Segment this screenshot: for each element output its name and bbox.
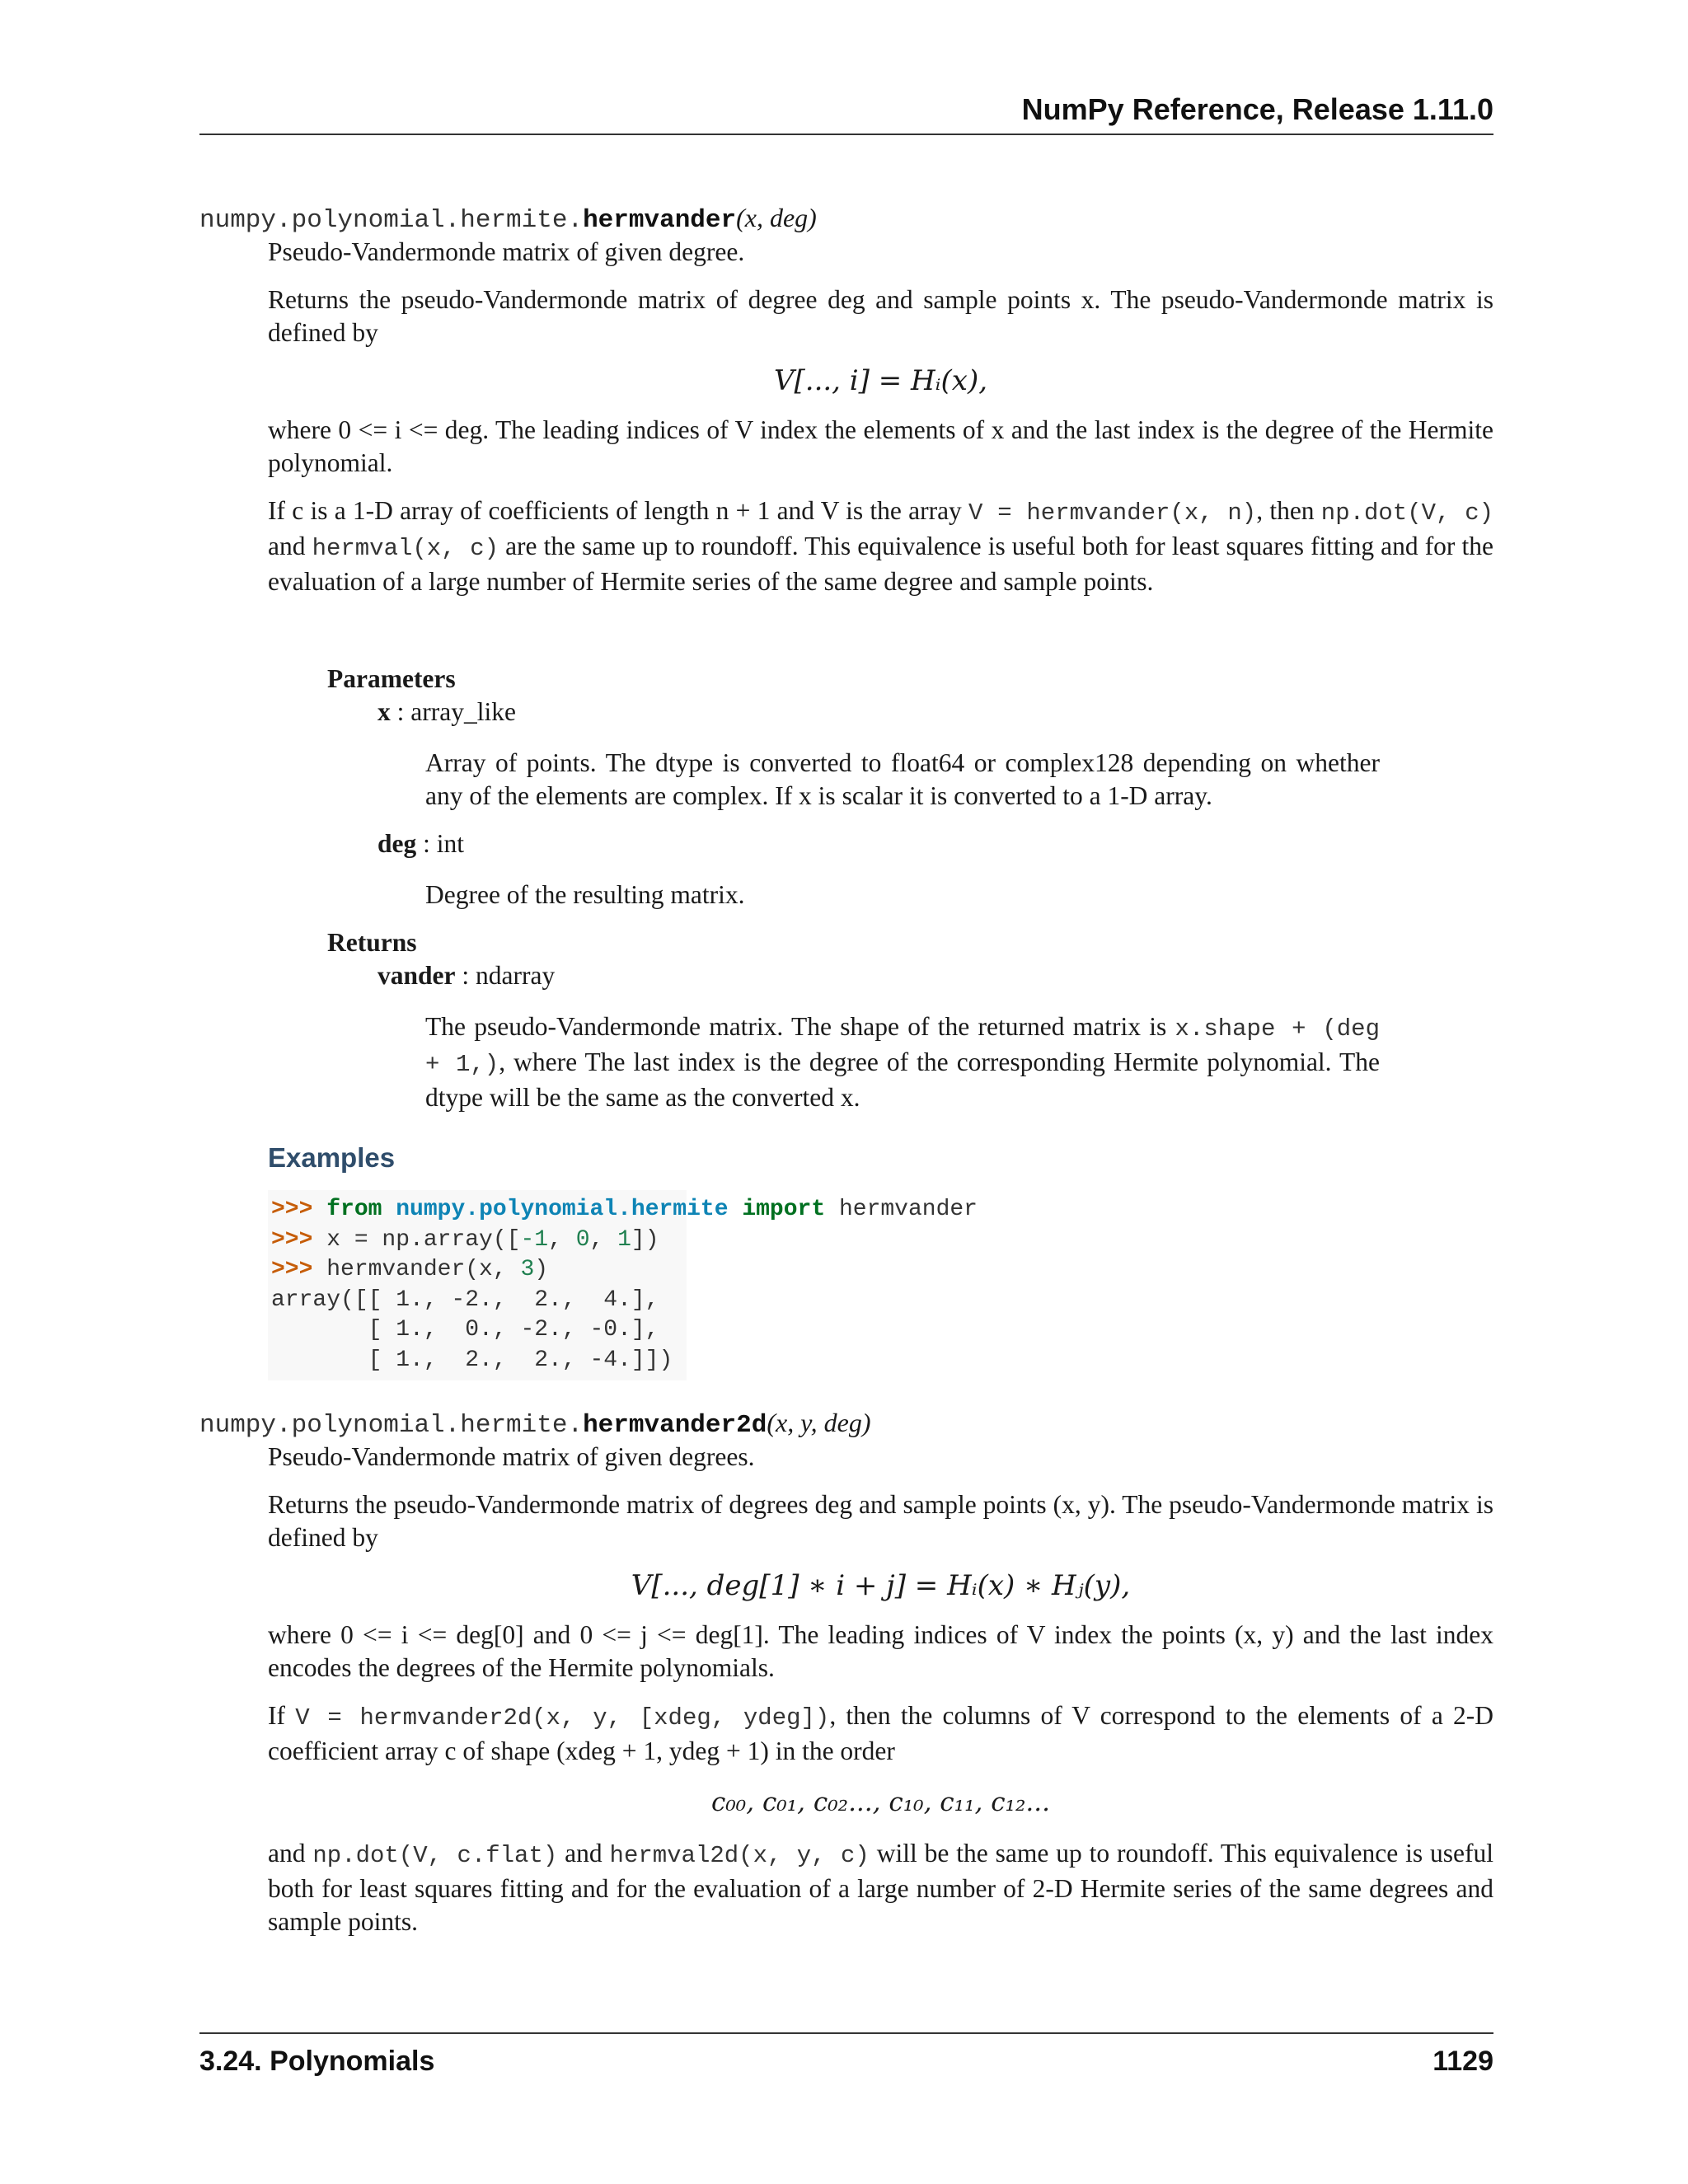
page-footer — [199, 2032, 1493, 2083]
param-deg — [377, 829, 464, 859]
func1-desc2: where 0 <= i <= deg. The leading indices of V index the elements of x and the last index is the degree of the Hermite polynomial. — [268, 415, 1493, 477]
func1-args: (x, deg) — [736, 203, 817, 232]
func2-desc3-text-b: , then the columns of V correspond to the elements of a 2-D coefficient array c of shape (xdeg + 1, ydeg + 1) in the order — [268, 1701, 1493, 1765]
page-header — [199, 91, 1493, 135]
code-text: hermvander(x, — [326, 1257, 521, 1282]
param-x-desc: Array of points. The dtype is converted to float64 or complex128 depending on whether any of the elements are complex. If x is scalar it is converted to a 1-D array. — [425, 748, 1380, 810]
return-desc — [425, 1010, 1380, 1114]
func2-desc1: Returns the pseudo-Vandermonde matrix of degrees deg and sample points (x, y). The pseudo-Vandermonde matrix is defined by — [268, 1490, 1493, 1552]
code-prompt: >>> — [271, 1226, 327, 1253]
func1-name: hermvander — [583, 206, 737, 235]
param-deg-desc: Degree of the resulting matrix. — [425, 880, 745, 909]
code-prompt: >>> — [271, 1257, 327, 1282]
func2-desc4-code2: hermval2d(x, y, c) — [609, 1842, 870, 1869]
code-output-line: array([[ 1., -2., 2., 4.], — [271, 1286, 659, 1313]
examples-heading: Examples — [268, 1142, 396, 1173]
parameters-label: Parameters — [327, 664, 456, 693]
code-number: 0 — [575, 1226, 590, 1253]
code-keyword-import: import — [742, 1197, 826, 1222]
return-vander — [377, 961, 555, 991]
code-number: 1 — [617, 1226, 631, 1253]
func1-desc3-text-b: , then — [1256, 496, 1321, 525]
param-x-name: x — [377, 697, 391, 726]
func1-desc3-text-a: If c is a 1-D array of coefficients of length n + 1 and V is the array — [268, 496, 969, 525]
example-code-block — [268, 1190, 978, 1380]
func2-summary: Pseudo-Vandermonde matrix of given degrees. — [268, 1442, 755, 1471]
func2-desc4-text-c: will be the same up to roundoff. This equivalence is useful both for least squares fitting and for the evaluation of a large number of 2-D Hermite series of the same degrees and sample points. — [268, 1839, 1493, 1936]
return-desc-code: x.shape + (deg + 1,) — [425, 1015, 1380, 1078]
func2-name: hermvander2d — [583, 1411, 767, 1440]
func2-formula2: c₀₀, c₀₁, c₀₂..., c₁₀, c₁₁, c₁₂... — [711, 1788, 1050, 1817]
func1-summary: Pseudo-Vandermonde matrix of given degree. — [268, 237, 745, 266]
footer-page-number: 1129 — [1432, 2046, 1493, 2077]
code-output-line: [ 1., 2., 2., -4.]]) — [271, 1347, 673, 1373]
func1-desc3-code1: V = hermvander(x, n) — [968, 499, 1257, 527]
func2-signature — [199, 1408, 870, 1440]
func2-desc3-text-a: If — [268, 1701, 296, 1730]
returns-label: Returns — [327, 928, 417, 957]
func2-formula: V[..., deg[1] ∗ i + j] = Hᵢ(x) ∗ Hⱼ(y), — [631, 1569, 1131, 1602]
param-deg-type: : int — [416, 829, 465, 858]
code-text: ) — [534, 1257, 549, 1282]
func1-desc3-text-d: are the same up to roundoff. This equivalence is useful both for least squares fitting and for the evaluation of a large number of Hermite series of the same degree and sample points. — [268, 532, 1493, 596]
code-prompt: >>> — [271, 1197, 327, 1222]
func1-formula: V[..., i] = Hᵢ(x), — [773, 364, 988, 397]
func1-desc3-code2: np.dot(V, c) — [1320, 499, 1493, 527]
param-x — [377, 697, 516, 727]
footer-section: 3.24. Polynomials — [199, 2046, 435, 2077]
return-desc-text-a: The pseudo-Vandermonde matrix. The shape of the returned matrix is — [425, 1012, 1175, 1041]
code-keyword-from: from — [326, 1197, 382, 1222]
func1-desc3-code3: hermval(x, c) — [312, 535, 499, 562]
func1-body — [268, 236, 1493, 598]
func2-desc2: where 0 <= i <= deg[0] and 0 <= j <= deg[1]. The leading indices of V index the points (x, y) and the last index encodes the degrees of the Hermite polynomials. — [268, 1620, 1493, 1682]
return-type: : ndarray — [455, 961, 556, 990]
code-text: x = np.array([ — [326, 1226, 521, 1253]
param-deg-name: deg — [377, 829, 417, 858]
code-number: 3 — [520, 1257, 535, 1282]
code-import-name: hermvander — [825, 1197, 978, 1222]
header-title: NumPy Reference, Release 1.11.0 — [1021, 92, 1493, 126]
func2-body — [268, 1441, 1493, 1938]
code-output-line: [ 1., 0., -2., -0.], — [271, 1317, 659, 1343]
return-desc-text-b: , where The last index is the degree of the corresponding Hermite polynomial. The dtype will be the same as the converted x. — [425, 1047, 1381, 1112]
func2-args: (x, y, deg) — [767, 1408, 871, 1437]
func2-desc3 — [268, 1699, 1493, 1768]
func2-desc4 — [268, 1837, 1493, 1938]
func2-desc3-code1: V = hermvander2d(x, y, [xdeg, ydeg]) — [295, 1704, 830, 1732]
return-name: vander — [377, 961, 456, 990]
code-text: , — [589, 1226, 618, 1253]
func1-module: numpy.polynomial.hermite. — [199, 206, 584, 235]
func2-desc4-code1: np.dot(V, c.flat) — [312, 1842, 558, 1869]
func1-desc1: Returns the pseudo-Vandermonde matrix of degree deg and sample points x. The pseudo-Vandermonde matrix is defined by — [268, 285, 1493, 347]
func2-desc4-text-b: and — [557, 1839, 610, 1868]
code-number: -1 — [520, 1226, 549, 1253]
func2-module: numpy.polynomial.hermite. — [199, 1411, 584, 1440]
func1-desc3 — [268, 494, 1493, 598]
func1-signature — [199, 203, 817, 235]
func2-desc4-text-a: and — [268, 1839, 313, 1868]
code-text: ]) — [631, 1226, 659, 1253]
code-module-name: numpy.polynomial.hermite — [396, 1197, 729, 1222]
code-text: , — [548, 1226, 576, 1253]
param-x-type: : array_like — [390, 697, 516, 726]
func1-desc3-text-c: and — [268, 532, 312, 560]
